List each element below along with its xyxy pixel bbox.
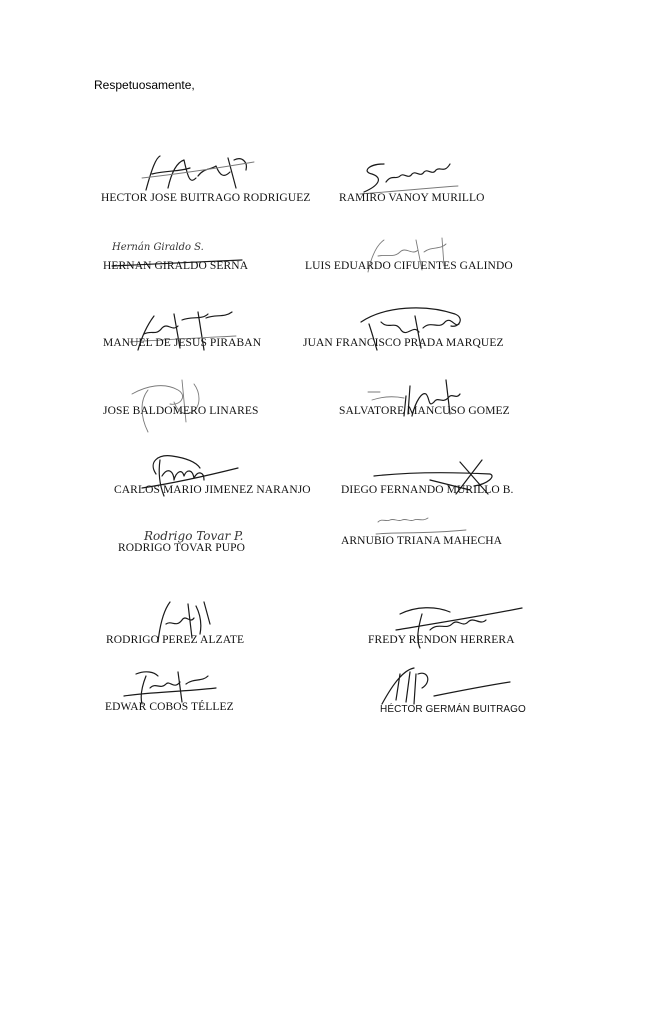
- handwritten-signature: [138, 148, 258, 198]
- closing-salutation: Respetuosamente,: [94, 78, 195, 92]
- signatory-name: HÉCTOR GERMÁN BUITRAGO: [380, 704, 526, 715]
- handwritten-signature: [118, 372, 213, 436]
- signatory-name: RAMIRO VANOY MURILLO: [339, 192, 485, 204]
- signatory-name: HERNAN GIRALDO SERNA: [103, 260, 249, 272]
- signatory-name: DIEGO FERNANDO MURILLO B.: [341, 484, 514, 496]
- handwritten-note: Rodrigo Tovar P.: [144, 529, 244, 543]
- signatory-name: RODRIGO PEREZ ALZATE: [106, 634, 245, 646]
- handwritten-note: Hernán Giraldo S.: [112, 242, 204, 253]
- signatory-name: CARLOS MARIO JIMENEZ NARANJO: [114, 484, 311, 496]
- signatory-name: MANUEL DE JESUS PIRABAN: [103, 337, 262, 349]
- signatory-name: FREDY RENDON HERRERA: [368, 634, 515, 646]
- signatory-name: ARNUBIO TRIANA MAHECHA: [341, 535, 503, 547]
- signatory-name: LUIS EDUARDO CIFUENTES GALINDO: [305, 260, 513, 272]
- signatory-name: SALVATORE MANCUSO GOMEZ: [339, 405, 510, 417]
- signatory-name: RODRIGO TOVAR PUPO: [118, 542, 246, 554]
- signatory-name: JUAN FRANCISCO PRADA MARQUEZ: [303, 337, 504, 349]
- signatory-name: JOSE BALDOMERO LINARES: [103, 405, 259, 417]
- signatory-name: EDWAR COBOS TÉLLEZ: [105, 701, 234, 713]
- signatory-name: HECTOR JOSE BUITRAGO RODRIGUEZ: [101, 192, 311, 204]
